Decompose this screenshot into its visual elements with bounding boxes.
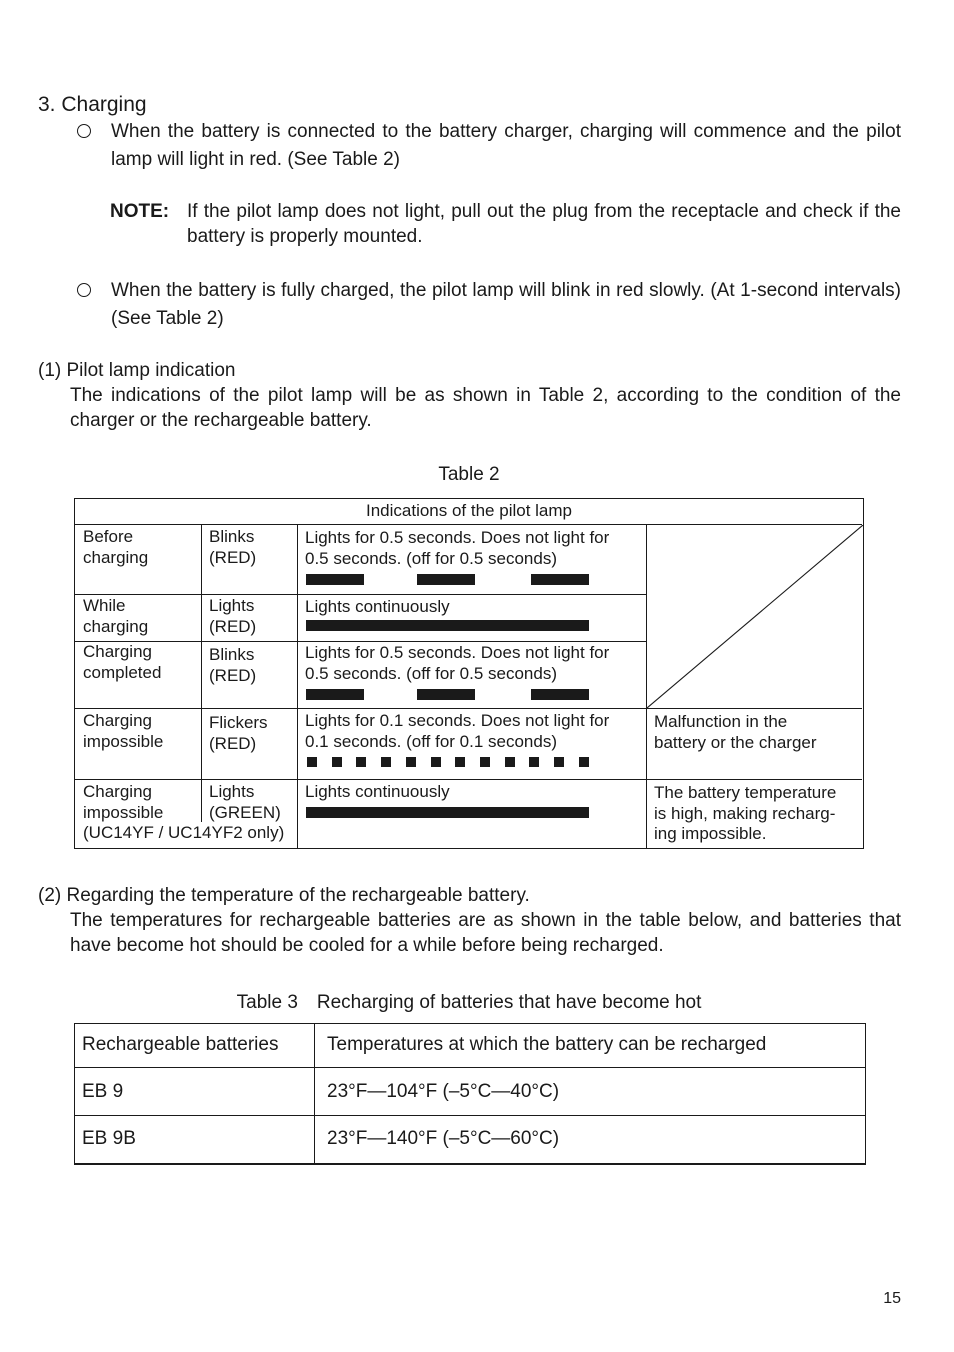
table-2-caption: Table 2 [438,464,500,485]
row3-desc: Lights for 0.5 seconds. Does not light for 0.5 seconds. (off for 0.5 seconds) [305,643,610,683]
bullet-circle-icon [77,124,91,138]
row2-state: While charging [83,596,149,636]
flicker-on-square [579,757,589,767]
row2-desc: Lights continuously [305,597,450,616]
flicker-on-square [455,757,465,767]
subsection-2-heading: (2) Regarding the temperature of the rechargeable battery. [38,885,530,906]
blink-on-segment [417,574,475,585]
row5-mode: Lights (GREEN) [209,782,281,822]
row-divider [75,1067,865,1068]
blink-on-segment [306,689,364,700]
page-number: 15 [883,1290,901,1307]
flicker-on-square [505,757,515,767]
empty-cell-diagonal [647,525,863,708]
row5-state: Charging impossible (UC14YF / UC14YF2 only) [83,782,285,842]
row5-remark: The battery temperature is high, making recharg- ing impossible. [654,783,837,843]
col-divider [314,1024,315,1163]
row2-mode: Lights (RED) [209,596,257,636]
bullet-text-1: When the battery is connected to the battery charger, charging will commence and the pilot lamp will light in red. (See Table 2) [111,121,901,170]
row5-desc: Lights continuously [305,782,450,801]
note-text: If the pilot lamp does not light, pull out the plug from the receptacle and check if the battery is properly mounted. [187,201,901,247]
table-header: Indications of the pilot lamp [365,501,572,520]
blink-on-segment [531,689,589,700]
row3-mode: Blinks (RED) [209,645,257,685]
row1-battery: EB 9 [82,1081,124,1102]
flicker-on-square [431,757,441,767]
row4-desc: Lights for 0.1 seconds. Does not light for 0.1 seconds. (off for 0.1 seconds) [305,711,610,751]
col-header-battery: Rechargeable batteries [82,1034,279,1055]
flicker-on-square [307,757,317,767]
flicker-on-square [332,757,342,767]
flicker-on-square [381,757,391,767]
recharge-temperature-table [74,1023,866,1165]
row1-mode: Blinks (RED) [209,527,257,567]
col-header-temperature: Temperatures at which the battery can be recharged [327,1034,767,1055]
row1-state: Before charging [83,527,149,567]
blink-on-segment [306,574,364,585]
pilot-lamp-table [74,498,864,849]
flicker-on-square [529,757,539,767]
row4-state: Charging impossible [83,711,164,751]
flicker-on-square [480,757,490,767]
flicker-on-square [356,757,366,767]
row4-mode: Flickers (RED) [209,713,268,753]
row2-battery: EB 9B [82,1128,136,1149]
subsection-1-text: The indications of the pilot lamp will be as shown in Table 2, according to the condition of the charger or the rechargeable battery. [70,385,901,431]
row-divider [75,1115,865,1116]
row4-remark: Malfunction in the battery or the charger [654,712,817,752]
blink-on-segment [531,574,589,585]
bullet-text-2: When the battery is fully charged, the pilot lamp will blink in red slowly. (At 1-second intervals) (See Table 2) [111,280,901,329]
row2-temperature: 23°F—140°F (–5°C—60°C) [327,1128,560,1149]
table-3-caption: Table 3 Recharging of batteries that have become hot [236,992,702,1013]
row1-desc: Lights for 0.5 seconds. Does not light for 0.5 seconds. (off for 0.5 seconds) [305,528,610,568]
subsection-2-text: The temperatures for rechargeable batteries are as shown in the table below, and batteries that have become hot should be cooled for a while before being recharged. [70,910,901,956]
row1-temperature: 23°F—104°F (–5°C—40°C) [327,1081,560,1102]
flicker-on-square [554,757,564,767]
row-divider [75,594,647,595]
solid-on-bar [306,807,589,818]
section-heading: 3. Charging [38,93,147,116]
col-divider [201,524,202,822]
subsection-1-heading: (1) Pilot lamp indication [38,360,236,381]
note-label: NOTE: [110,201,170,222]
blink-on-segment [417,689,475,700]
solid-on-bar [306,620,589,631]
row3-state: Charging completed [83,642,162,682]
flicker-on-square [406,757,416,767]
row-divider [75,779,862,780]
bullet-circle-icon [77,283,91,297]
col-divider [297,524,298,849]
row-divider [75,708,862,709]
